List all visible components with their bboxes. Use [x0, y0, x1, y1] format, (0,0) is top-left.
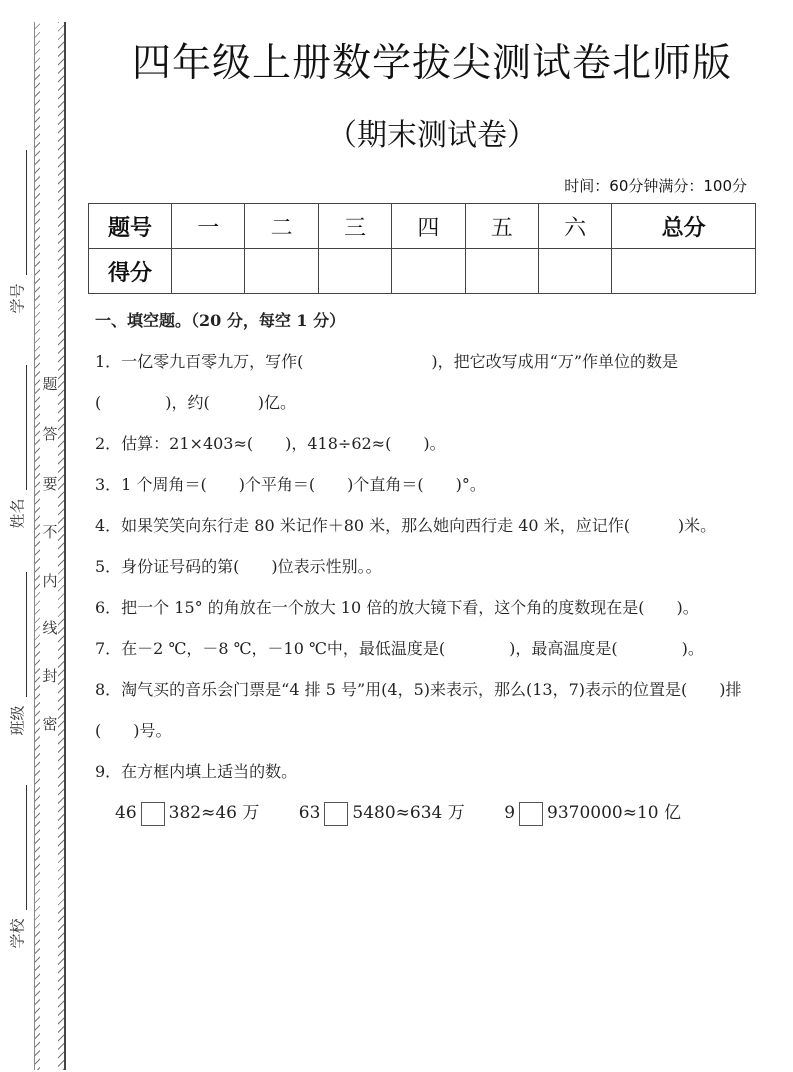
- binding-margin: [0, 0, 70, 1072]
- seal-char: 题: [42, 375, 58, 393]
- binding-line-outer: [34, 22, 35, 1070]
- score-cell[interactable]: [172, 249, 245, 294]
- name-line[interactable]: [26, 365, 27, 490]
- table-header-cell: 三: [318, 204, 391, 249]
- q9-suffix: 382≈46 万: [168, 803, 260, 823]
- score-cell[interactable]: [612, 249, 756, 294]
- q9-item: [115, 803, 259, 823]
- q9-item: [504, 803, 681, 823]
- score-table-header-row: [89, 204, 756, 249]
- question-1: 1．一亿零九百零九万，写作( )，把它改写成用“万”作单位的数是( )，约( )亿。: [95, 352, 679, 412]
- score-cell[interactable]: [538, 249, 611, 294]
- table-header-cell: 四: [392, 204, 465, 249]
- table-header-cell: 题号: [89, 204, 172, 249]
- school-line[interactable]: [26, 785, 27, 910]
- question-5: 5．身份证号码的第( )位表示性别。。: [95, 557, 382, 576]
- exam-meta: 时间：60分钟满分：100分: [564, 177, 747, 195]
- q9-prefix: 63: [298, 803, 321, 823]
- score-cell[interactable]: [245, 249, 318, 294]
- score-cell[interactable]: [392, 249, 465, 294]
- answer-box[interactable]: [141, 802, 165, 826]
- seal-char: 线: [42, 619, 58, 637]
- table-header-cell: 二: [245, 204, 318, 249]
- question-9-items: [95, 798, 760, 826]
- school-label: 学校: [8, 918, 27, 949]
- q9-prefix: 46: [115, 803, 137, 823]
- table-header-cell: 一: [172, 204, 245, 249]
- question-6: 6．把一个 15° 的角放在一个放大 10 倍的放大镜下看，这个角的度数现在是( )。: [95, 598, 699, 617]
- class-label: 班级: [8, 705, 27, 736]
- score-cell[interactable]: [465, 249, 538, 294]
- score-row-label: 得分: [89, 249, 172, 294]
- question-3: 3．1 个周角＝( )个平角＝( )个直角＝( )°。: [95, 475, 486, 494]
- q9-suffix: 5480≈634 万: [352, 803, 465, 823]
- table-header-cell: 总分: [612, 204, 756, 249]
- question-9: 9．在方框内填上适当的数。: [95, 762, 298, 781]
- score-cell[interactable]: [318, 249, 391, 294]
- seal-char: 内: [42, 572, 58, 590]
- question-7: 7．在－2 ℃，－8 ℃，－10 ℃中，最低温度是( )，最高温度是( )。: [95, 639, 704, 658]
- name-label: 姓名: [8, 498, 27, 529]
- table-header-cell: 六: [538, 204, 611, 249]
- score-table: [88, 203, 756, 294]
- question-8: 8．淘气买的音乐会门票是“4 排 5 号”用(4，5)来表示，那么(13，7)表示的位置是( )排( )号。: [95, 680, 742, 740]
- page-subtitle: （期末测试卷）: [327, 118, 537, 153]
- seal-char: 要: [42, 475, 58, 493]
- binding-line: [64, 22, 66, 1070]
- q9-suffix: 9370000≈10 亿: [547, 803, 682, 823]
- q9-item: [299, 803, 465, 823]
- section-heading: 一、填空题。（20 分，每空 1 分）: [95, 311, 346, 330]
- answer-box[interactable]: [324, 802, 348, 826]
- seal-strip: [40, 22, 58, 1070]
- seal-char: 不: [42, 523, 58, 541]
- class-line[interactable]: [26, 572, 27, 697]
- answer-box[interactable]: [519, 802, 543, 826]
- section-fill-blank: [95, 308, 760, 826]
- question-2: 2．估算：21×403≈( )，418÷62≈( )。: [95, 434, 446, 453]
- page-title: 四年级上册数学拔尖测试卷北师版: [131, 41, 732, 86]
- score-table-score-row: [89, 249, 756, 294]
- seal-char: 密: [42, 715, 58, 733]
- seal-char: 答: [42, 425, 58, 443]
- student-id-label: 学号: [8, 283, 27, 314]
- seal-char: 封: [42, 667, 58, 685]
- q9-prefix: 9: [504, 803, 516, 823]
- table-header-cell: 五: [465, 204, 538, 249]
- student-id-line[interactable]: [26, 150, 27, 275]
- question-4: 4．如果笑笑向东行走 80 米记作＋80 米，那么她向西行走 40 米，应记作( )米。: [95, 516, 717, 535]
